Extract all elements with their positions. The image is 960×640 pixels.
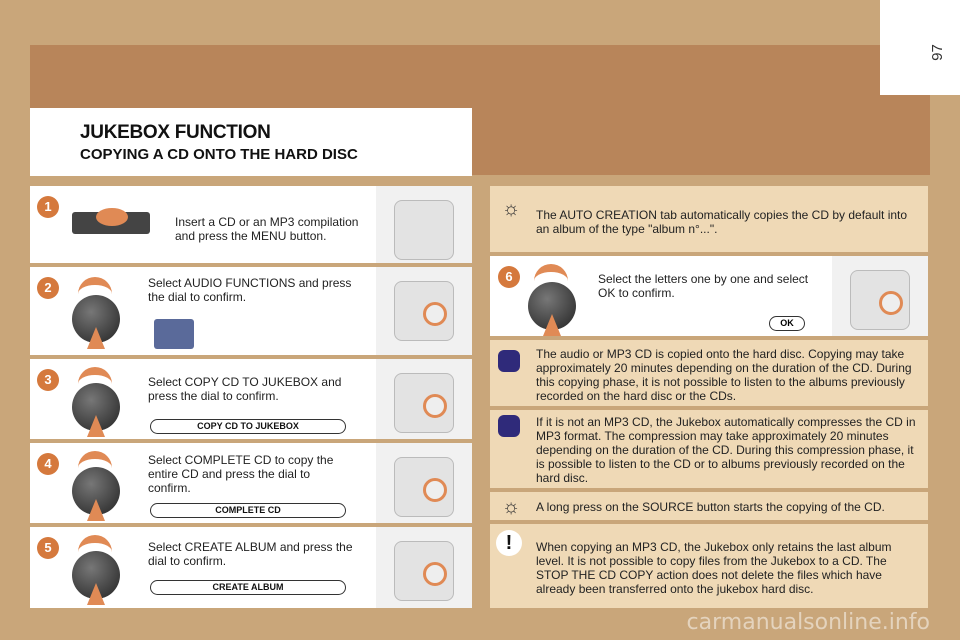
mp3-info-note [490, 410, 928, 490]
step-4-text: Select COMPLETE CD to copy the entire CD and press the dial to confirm. [148, 453, 334, 495]
ok-pill: OK [769, 316, 805, 331]
long-press-note [490, 492, 928, 522]
radio-panel-image [376, 267, 472, 355]
disc-info-icon [498, 415, 520, 437]
mp3-info-text: If it is not an MP3 CD, the Jukebox automatically compresses the CD in MP3 format. The compression may take approximately 20 minutes depending on the duration of the CD. During this compression phase, it is possible to listen to the CD or to albums previously recorded on the hard disc. [536, 415, 916, 485]
step-2 [30, 267, 472, 357]
copying-info-text: The audio or MP3 CD is copied onto the hard disc. Copying may take approximately 20 minutes depending on the duration of the CD. During this copying phase, it is not possible to listen to the albums previously recorded on the hard disc or the CDs. [536, 347, 912, 403]
radio-panel-image [376, 443, 472, 523]
step-6 [490, 256, 928, 338]
radio-panel-image [832, 256, 928, 336]
radio-panel-image [376, 186, 472, 263]
watermark: carmanualsonline.info [686, 610, 930, 635]
dial-highlight-icon [423, 302, 447, 326]
warning-text: When copying an MP3 CD, the Jukebox only retains the last album level. It is not possible to copy files from the Jukebox to a CD. The STOP THE CD COPY action does not delete the files which have already been transferred onto the jukebox hard disc. [536, 540, 892, 596]
radio-panel-image [376, 527, 472, 608]
step-3-text: Select COPY CD TO JUKEBOX and press the dial to confirm. [148, 375, 342, 403]
step-number-badge: 4 [37, 453, 59, 475]
step-2-text: Select AUDIO FUNCTIONS and press the dial to confirm. [148, 276, 352, 304]
step-1 [30, 186, 472, 265]
radio-panel-icon [850, 270, 910, 330]
radio-panel-icon [394, 200, 454, 260]
copying-info-note [490, 340, 928, 408]
turn-arrow-icon [534, 264, 568, 284]
tip-icon: ☼ [501, 198, 521, 220]
step-4 [30, 443, 472, 525]
step-number-badge: 5 [37, 537, 59, 559]
page-corner [880, 0, 960, 95]
warning-note [490, 524, 928, 608]
audio-functions-icon [154, 319, 194, 349]
dial-highlight-icon [423, 478, 447, 502]
step-number-badge: 3 [37, 369, 59, 391]
menu-option-pill: COPY CD TO JUKEBOX [150, 419, 346, 434]
title-box [30, 108, 472, 176]
auto-creation-note [490, 186, 928, 254]
radio-panel-icon [394, 541, 454, 601]
auto-creation-text: The AUTO CREATION tab automatically copies the CD by default into an album of the type "album n°...". [536, 208, 908, 236]
step-number-badge: 2 [37, 277, 59, 299]
dial-highlight-icon [879, 291, 903, 315]
page-number: 97 [929, 44, 947, 61]
radio-panel-icon [394, 281, 454, 341]
page-title: JUKEBOX FUNCTION [80, 122, 271, 143]
warning-icon: ! [496, 530, 522, 556]
step-5 [30, 527, 472, 608]
step-number-badge: 1 [37, 196, 59, 218]
turn-arrow-icon [78, 277, 112, 297]
dial-highlight-icon [423, 562, 447, 586]
menu-option-pill: COMPLETE CD [150, 503, 346, 518]
step-1-text: Insert a CD or an MP3 compilation and press the MENU button. [175, 215, 359, 243]
press-arrow-icon [87, 415, 105, 437]
menu-option-pill: CREATE ALBUM [150, 580, 346, 595]
step-3 [30, 359, 472, 441]
radio-panel-image [376, 359, 472, 439]
step-5-text: Select CREATE ALBUM and press the dial to confirm. [148, 540, 353, 568]
disc-info-icon [498, 350, 520, 372]
cd-disc-icon [96, 208, 128, 226]
radio-panel-icon [394, 373, 454, 433]
press-arrow-icon [543, 314, 561, 336]
dial-highlight-icon [423, 394, 447, 418]
press-arrow-icon [87, 499, 105, 521]
radio-panel-icon [394, 457, 454, 517]
step-6-text: Select the letters one by one and select OK to confirm. [598, 272, 809, 300]
press-arrow-icon [87, 327, 105, 349]
press-arrow-icon [87, 583, 105, 605]
page-subtitle: COPYING A CD ONTO THE HARD DISC [80, 146, 358, 163]
step-number-badge: 6 [498, 266, 520, 288]
tip-icon: ☼ [501, 496, 521, 518]
long-press-text: A long press on the SOURCE button starts the copying of the CD. [536, 500, 885, 514]
